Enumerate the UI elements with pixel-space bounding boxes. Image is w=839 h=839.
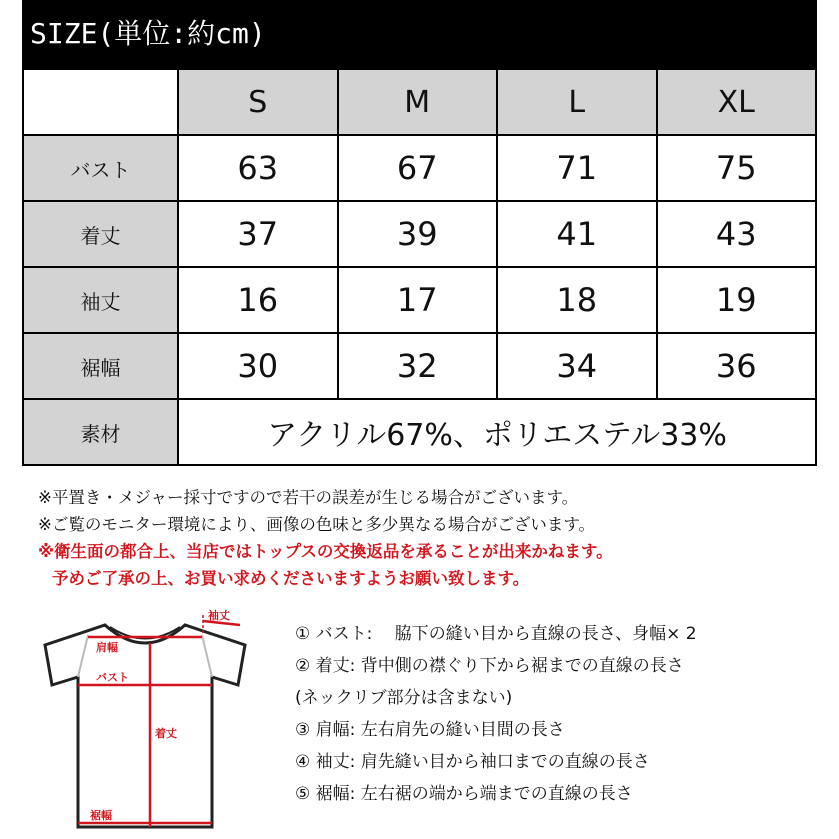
table-cell: 17 xyxy=(338,267,498,333)
return-policy-note: 予めご了承の上、お買い求めくださいますようお願い致します。 xyxy=(52,569,530,588)
legend-item-sleeve: ④ 袖丈: 肩先縫い目から袖口までの直線の長さ xyxy=(295,752,650,772)
table-cell: 32 xyxy=(338,333,498,399)
row-label-bust: バスト xyxy=(23,135,178,201)
table-cell: 30 xyxy=(178,333,338,399)
size-header-s: S xyxy=(178,69,338,135)
measurement-legend xyxy=(295,618,697,810)
table-cell: 18 xyxy=(497,267,657,333)
return-policy-note: ※衛生面の都合上、当店ではトップスの交換返品を承ることが出来かねます。 xyxy=(38,542,613,561)
table-row xyxy=(23,201,816,267)
row-label-sleeve: 袖丈 xyxy=(23,267,178,333)
table-row xyxy=(23,267,816,333)
material-value: アクリル67%、ポリエステル33% xyxy=(178,399,816,465)
legend-item-length: ② 着丈: 背中側の襟ぐり下から裾までの直線の長さ xyxy=(295,656,684,676)
tshirt-measurement-diagram xyxy=(40,605,250,835)
row-label-length: 着丈 xyxy=(23,201,178,267)
table-cell: 34 xyxy=(497,333,657,399)
legend-item-hem: ⑤ 裾幅: 左右裾の端から端までの直線の長さ xyxy=(295,784,633,804)
table-row xyxy=(23,135,816,201)
table-cell: 75 xyxy=(657,135,817,201)
table-cell: 43 xyxy=(657,201,817,267)
diagram-label-shoulder: 肩幅 xyxy=(96,641,118,654)
legend-item-bust: ① バスト: 脇下の縫い目から直線の長さ、身幅× 2 xyxy=(295,624,697,644)
size-table xyxy=(22,68,817,466)
size-title: SIZE(単位:約cm) xyxy=(22,0,817,68)
table-corner-cell xyxy=(23,69,178,135)
diagram-label-hem: 裾幅 xyxy=(90,809,112,822)
legend-item-shoulder: ③ 肩幅: 左右肩先の縫い目間の長さ xyxy=(295,720,565,740)
size-header-m: M xyxy=(338,69,498,135)
table-cell: 63 xyxy=(178,135,338,201)
table-cell: 19 xyxy=(657,267,817,333)
diagram-label-sleeve: 袖丈 xyxy=(208,609,230,622)
row-label-material: 素材 xyxy=(23,399,178,465)
table-row xyxy=(23,333,816,399)
table-cell: 71 xyxy=(497,135,657,201)
note-line: ※ご覧のモニター環境により、画像の色味と多少異なる場合がございます。 xyxy=(38,515,596,534)
note-line: ※平置き・メジャー採寸ですので若干の誤差が生じる場合がございます。 xyxy=(38,488,579,507)
table-header-row xyxy=(23,69,816,135)
diagram-label-bust: バスト xyxy=(96,671,129,684)
table-cell: 67 xyxy=(338,135,498,201)
notes-block xyxy=(38,484,818,592)
table-cell: 36 xyxy=(657,333,817,399)
legend-item-length-note: (ネックリブ部分は含まない) xyxy=(295,688,513,708)
row-label-hem: 裾幅 xyxy=(23,333,178,399)
table-row-material xyxy=(23,399,816,465)
size-header-l: L xyxy=(497,69,657,135)
table-cell: 37 xyxy=(178,201,338,267)
table-cell: 39 xyxy=(338,201,498,267)
tshirt-outline xyxy=(45,625,245,827)
table-cell: 16 xyxy=(178,267,338,333)
diagram-label-length: 着丈 xyxy=(155,727,177,740)
table-cell: 41 xyxy=(497,201,657,267)
size-header-xl: XL xyxy=(657,69,817,135)
